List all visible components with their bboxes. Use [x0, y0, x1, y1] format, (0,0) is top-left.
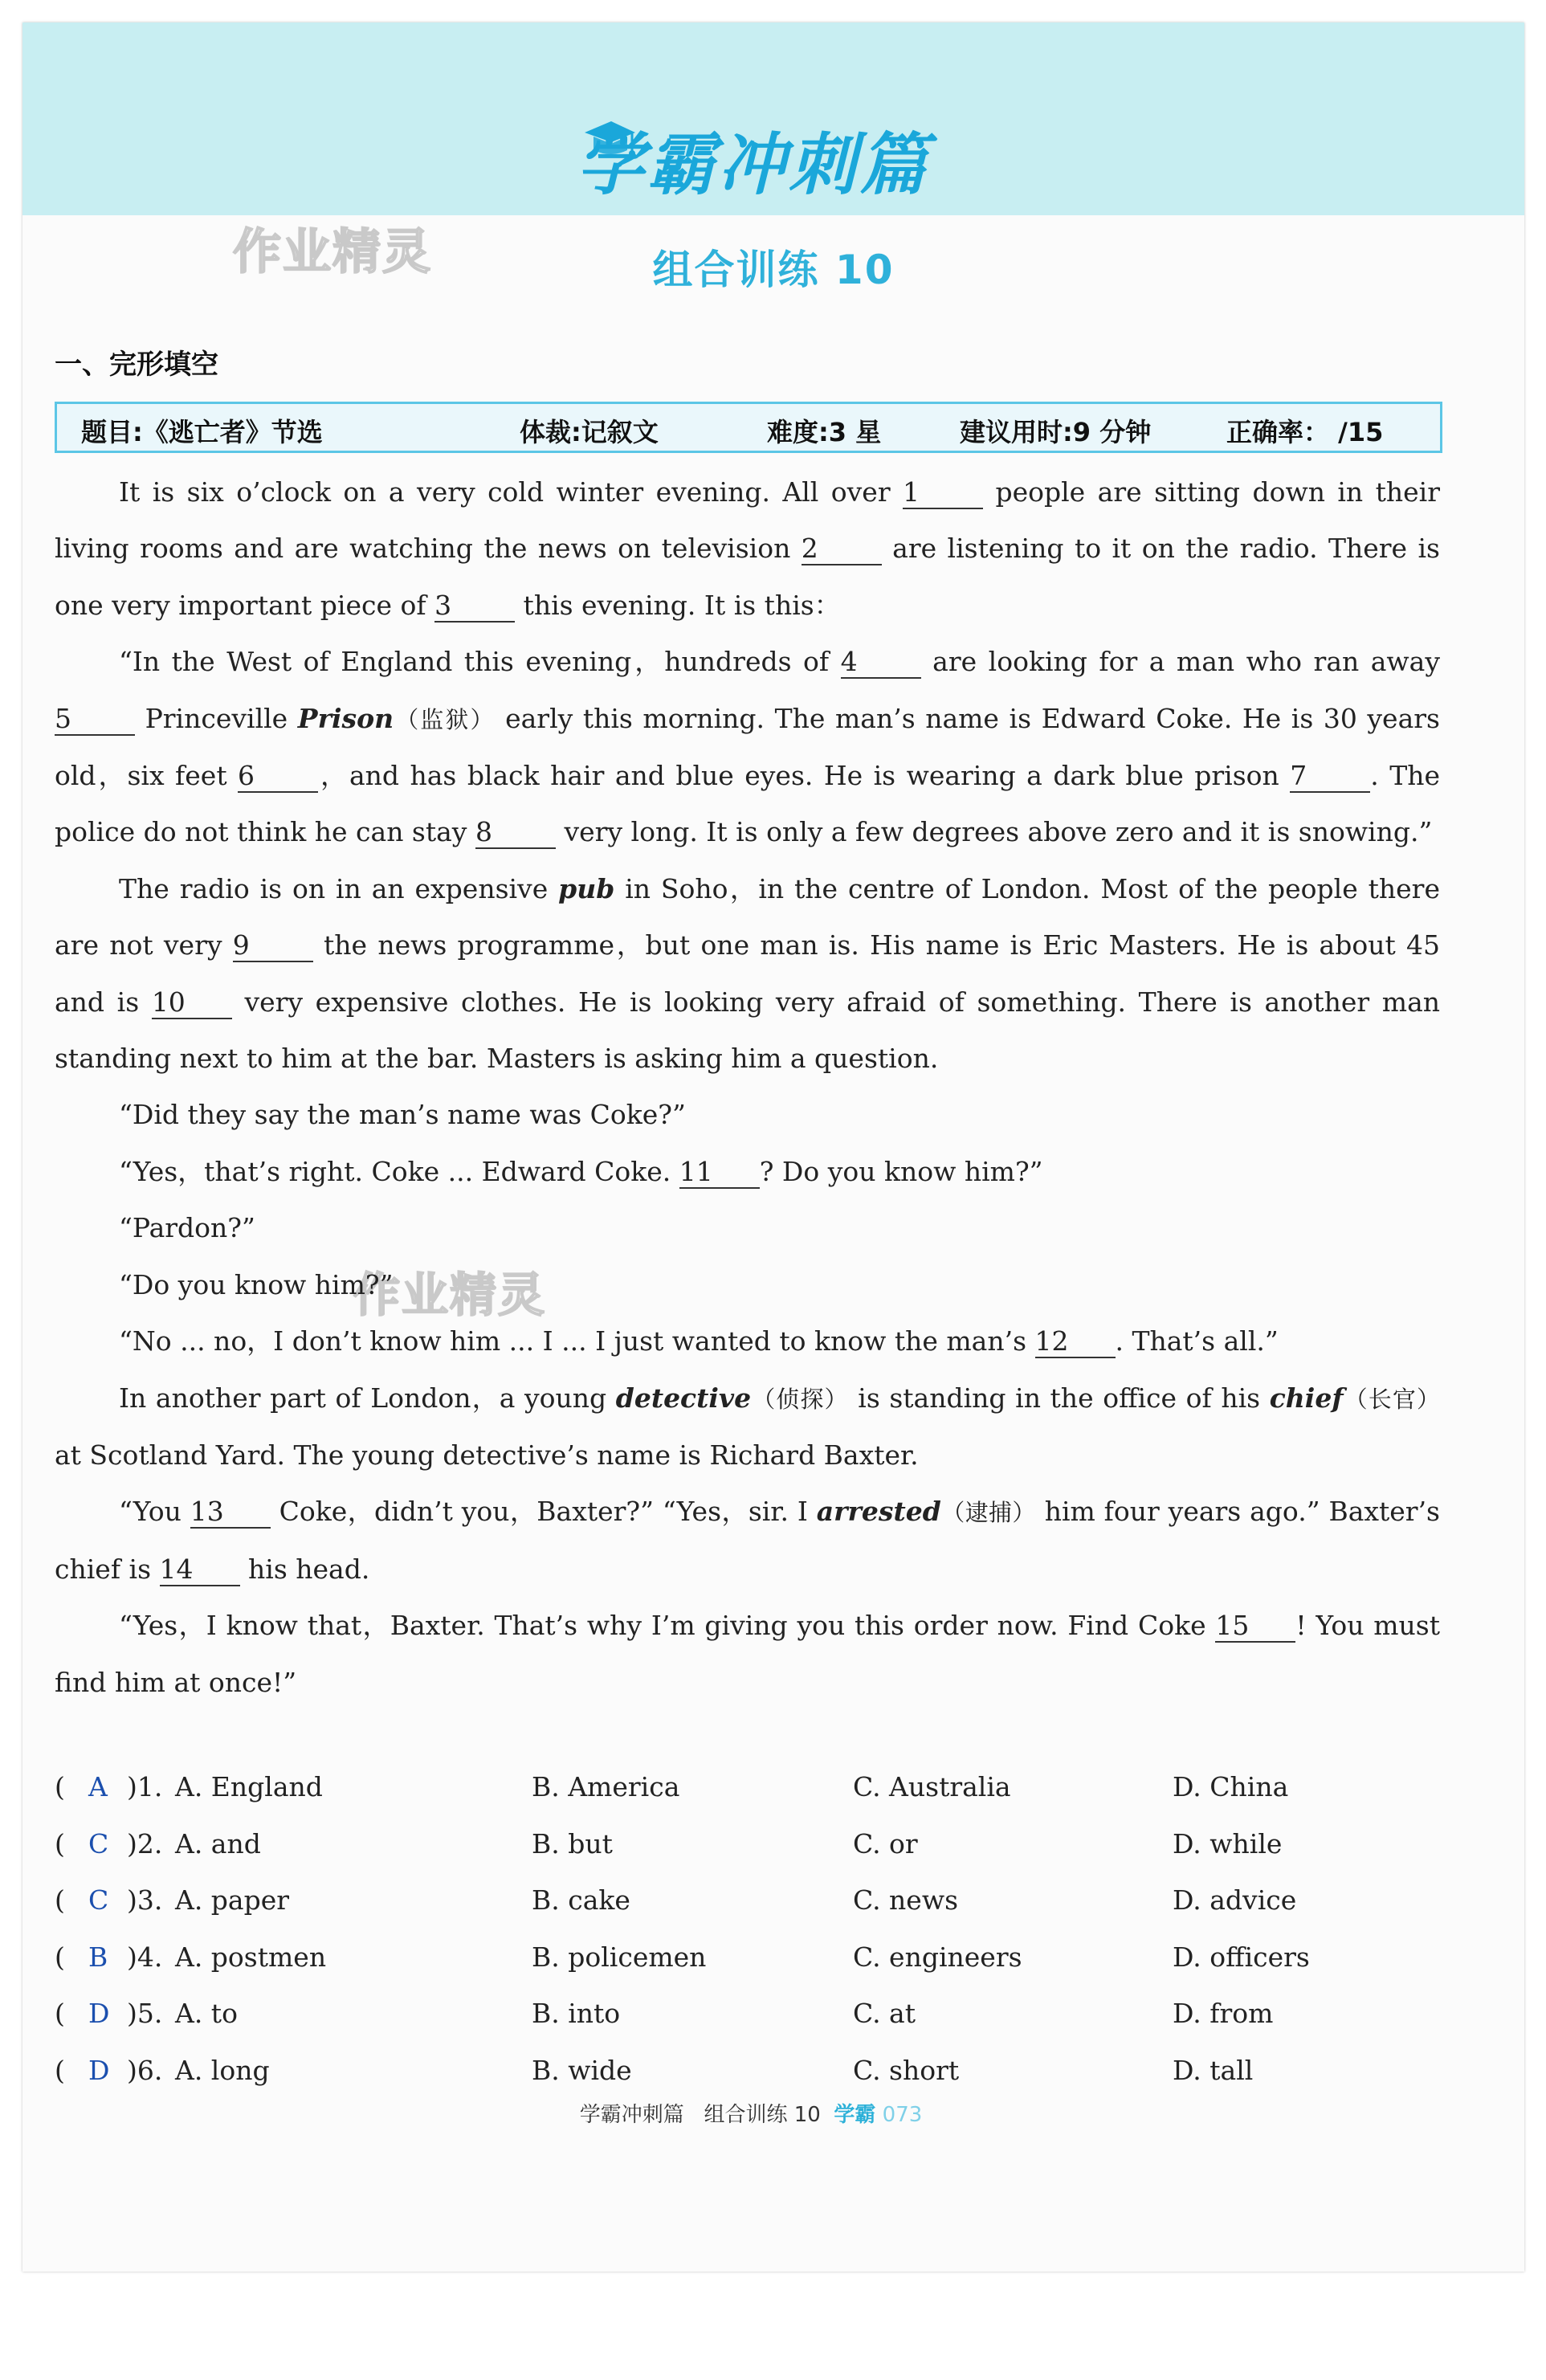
paragraph: “Yes，I know that，Baxter. That’s why I’m giving you this order now. Find Coke 15 ! You must find him at once!” — [55, 1610, 1440, 1698]
answer-options — [55, 1771, 1460, 2111]
option-c: C. or — [853, 1827, 918, 1860]
page-footer — [0, 2098, 1502, 2128]
question-number: )1. — [127, 1771, 163, 1802]
paragraph: “In the West of England this evening，hundreds of 4 are looking for a man who ran away 5 Princeville Prison（监狱） early this morning. The man’s name is Edward Coke. He is 30 years old，six feet 6 ，and has black hair and blue eyes. He is wearing a dark blue prison 7 . The police do not think he can stay 8 very long. It is only a few degrees above zero and it is snowing.” — [55, 646, 1440, 848]
blank-13: 13 — [190, 1496, 271, 1529]
blank-14: 14 — [160, 1554, 240, 1586]
footer-exercise: 组合训练 10 — [704, 2103, 821, 2127]
blank-12: 12 — [1035, 1326, 1116, 1358]
option-a: A. England — [175, 1771, 323, 1802]
section-title: 一、完形填空 — [55, 349, 218, 381]
watermark: 作业精灵 — [353, 1268, 547, 1322]
paragraph: “Yes，that’s right. Coke ... Edward Coke. 11 ? Do you know him?” — [119, 1155, 1043, 1187]
question-row: ( A )1. A. England B. America C. Australia D. China — [55, 1771, 1289, 1802]
option-c: C. at — [853, 1998, 916, 2029]
option-a: A. long — [175, 2054, 270, 2086]
question-row: ( D )5. A. to B. into C. at D. from — [55, 1998, 1274, 2029]
question-row: ( B )4. A. postmen B. policemen C. engineers D. officers — [55, 1941, 1310, 1973]
paragraph: “No ... no，I don’t know him ... I ... I just wanted to know the man’s 12 . That’s all.” — [119, 1325, 1279, 1357]
question-number: )6. — [127, 2054, 163, 2086]
paragraph: “Pardon?” — [119, 1212, 255, 1244]
question-number: )5. — [127, 1998, 163, 2029]
blank-5: 5 — [55, 704, 135, 736]
option-a: A. to — [175, 1998, 238, 2029]
option-a: A. and — [175, 1827, 261, 1860]
info-bar — [55, 402, 1442, 453]
option-d: D. from — [1173, 1998, 1274, 2029]
option-c: C. engineers — [853, 1941, 1022, 1973]
question-number: )3. — [127, 1884, 163, 1916]
question-row: ( C )3. A. paper B. cake C. news D. advice — [55, 1884, 1297, 1916]
blank-10: 10 — [152, 987, 232, 1019]
answer-mark: D — [88, 1998, 110, 2029]
cloze-passage — [55, 464, 1440, 1711]
blank-7: 7 — [1290, 761, 1370, 793]
info-topic: 题目:《逃亡者》节选 — [81, 417, 323, 447]
paragraph: In another part of London，a young detective（侦探） is standing in the office of his chief（长官） at Scotland Yard. The young detective’s name is Richard Baxter. — [55, 1382, 1440, 1471]
paragraph: The radio is on in an expensive pub in Soho，in the centre of London. Most of the people there are not very 9 the news programme，but one man is. His name is Eric Masters. He is about 45 and is 10 very expensive clothes. He is looking very afraid of something. There is another man standing next to him at the bar. Masters is asking him a question. — [55, 872, 1440, 1075]
option-b: B. America — [532, 1771, 680, 1802]
paragraph: “Do you know him?” — [119, 1268, 394, 1300]
paragraph: “Did they say the man’s name was Coke?” — [119, 1099, 686, 1131]
option-b: B. wide — [532, 2054, 632, 2086]
question-number: )2. — [127, 1827, 163, 1860]
paragraph: It is six o’clock on a very cold winter evening. All over 1 people are sitting down in their living rooms and are watching the news on television 2 are listening to it on the radio. There is one very important piece of 3 this evening. It is this： — [55, 476, 1440, 621]
question-number: )4. — [127, 1941, 163, 1973]
blank-4: 4 — [841, 647, 921, 679]
watermark: 作业精灵 — [233, 224, 432, 280]
option-a: A. postmen — [175, 1941, 327, 1973]
keyword: Prison — [297, 702, 394, 734]
paragraph: “You 13 Coke，didn’t you，Baxter?” “Yes，sir. I arrested（逮捕） him four years ago.” Baxter’s chief is 14 his head. — [55, 1496, 1440, 1585]
option-a: A. paper — [175, 1884, 290, 1916]
answer-mark: A — [88, 1771, 108, 1802]
blank-9: 9 — [233, 930, 313, 962]
answer-mark: D — [88, 2054, 110, 2086]
info-difficulty: 难度:3 星 — [767, 417, 882, 447]
info-genre: 体裁:记叙文 — [520, 417, 659, 447]
blank-3: 3 — [434, 590, 515, 623]
option-d: D. officers — [1173, 1941, 1310, 1973]
exercise-subtitle: 组合训练 10 — [652, 247, 895, 293]
option-b: B. policemen — [532, 1941, 707, 1973]
answer-mark: C — [88, 1884, 109, 1916]
page-title: 学霸冲刺篇 — [577, 125, 931, 204]
page-number: 073 — [882, 2103, 923, 2127]
blank-8: 8 — [475, 817, 556, 849]
blank-15: 15 — [1215, 1610, 1295, 1643]
option-d: D. while — [1173, 1827, 1283, 1860]
info-accuracy: 正确率： /15 — [1226, 417, 1384, 447]
answer-mark: C — [88, 1827, 109, 1860]
keyword: arrested — [816, 1496, 941, 1528]
option-c: C. short — [853, 2054, 960, 2086]
option-b: B. cake — [532, 1884, 630, 1916]
footer-brand: 学霸 — [834, 2103, 876, 2127]
option-d: D. tall — [1173, 2054, 1254, 2086]
blank-1: 1 — [903, 477, 983, 509]
option-d: D. China — [1173, 1771, 1289, 1802]
option-b: B. but — [532, 1827, 613, 1860]
info-time: 建议用时:9 分钟 — [960, 417, 1152, 447]
blank-2: 2 — [802, 533, 882, 565]
answer-mark: B — [88, 1941, 108, 1973]
option-c: C. Australia — [853, 1771, 1011, 1802]
footer-section: 学霸冲刺篇 — [579, 2103, 684, 2127]
option-c: C. news — [853, 1884, 959, 1916]
option-b: B. into — [532, 1998, 621, 2029]
keyword: detective — [615, 1382, 752, 1414]
blank-6: 6 — [238, 761, 318, 793]
option-d: D. advice — [1173, 1884, 1297, 1916]
keyword: chief — [1269, 1382, 1344, 1414]
question-row: ( D )6. A. long B. wide C. short D. tall — [55, 2054, 1254, 2086]
blank-11: 11 — [679, 1157, 760, 1189]
question-row: ( C )2. A. and B. but C. or D. while — [55, 1827, 1283, 1860]
keyword: pub — [558, 872, 615, 904]
